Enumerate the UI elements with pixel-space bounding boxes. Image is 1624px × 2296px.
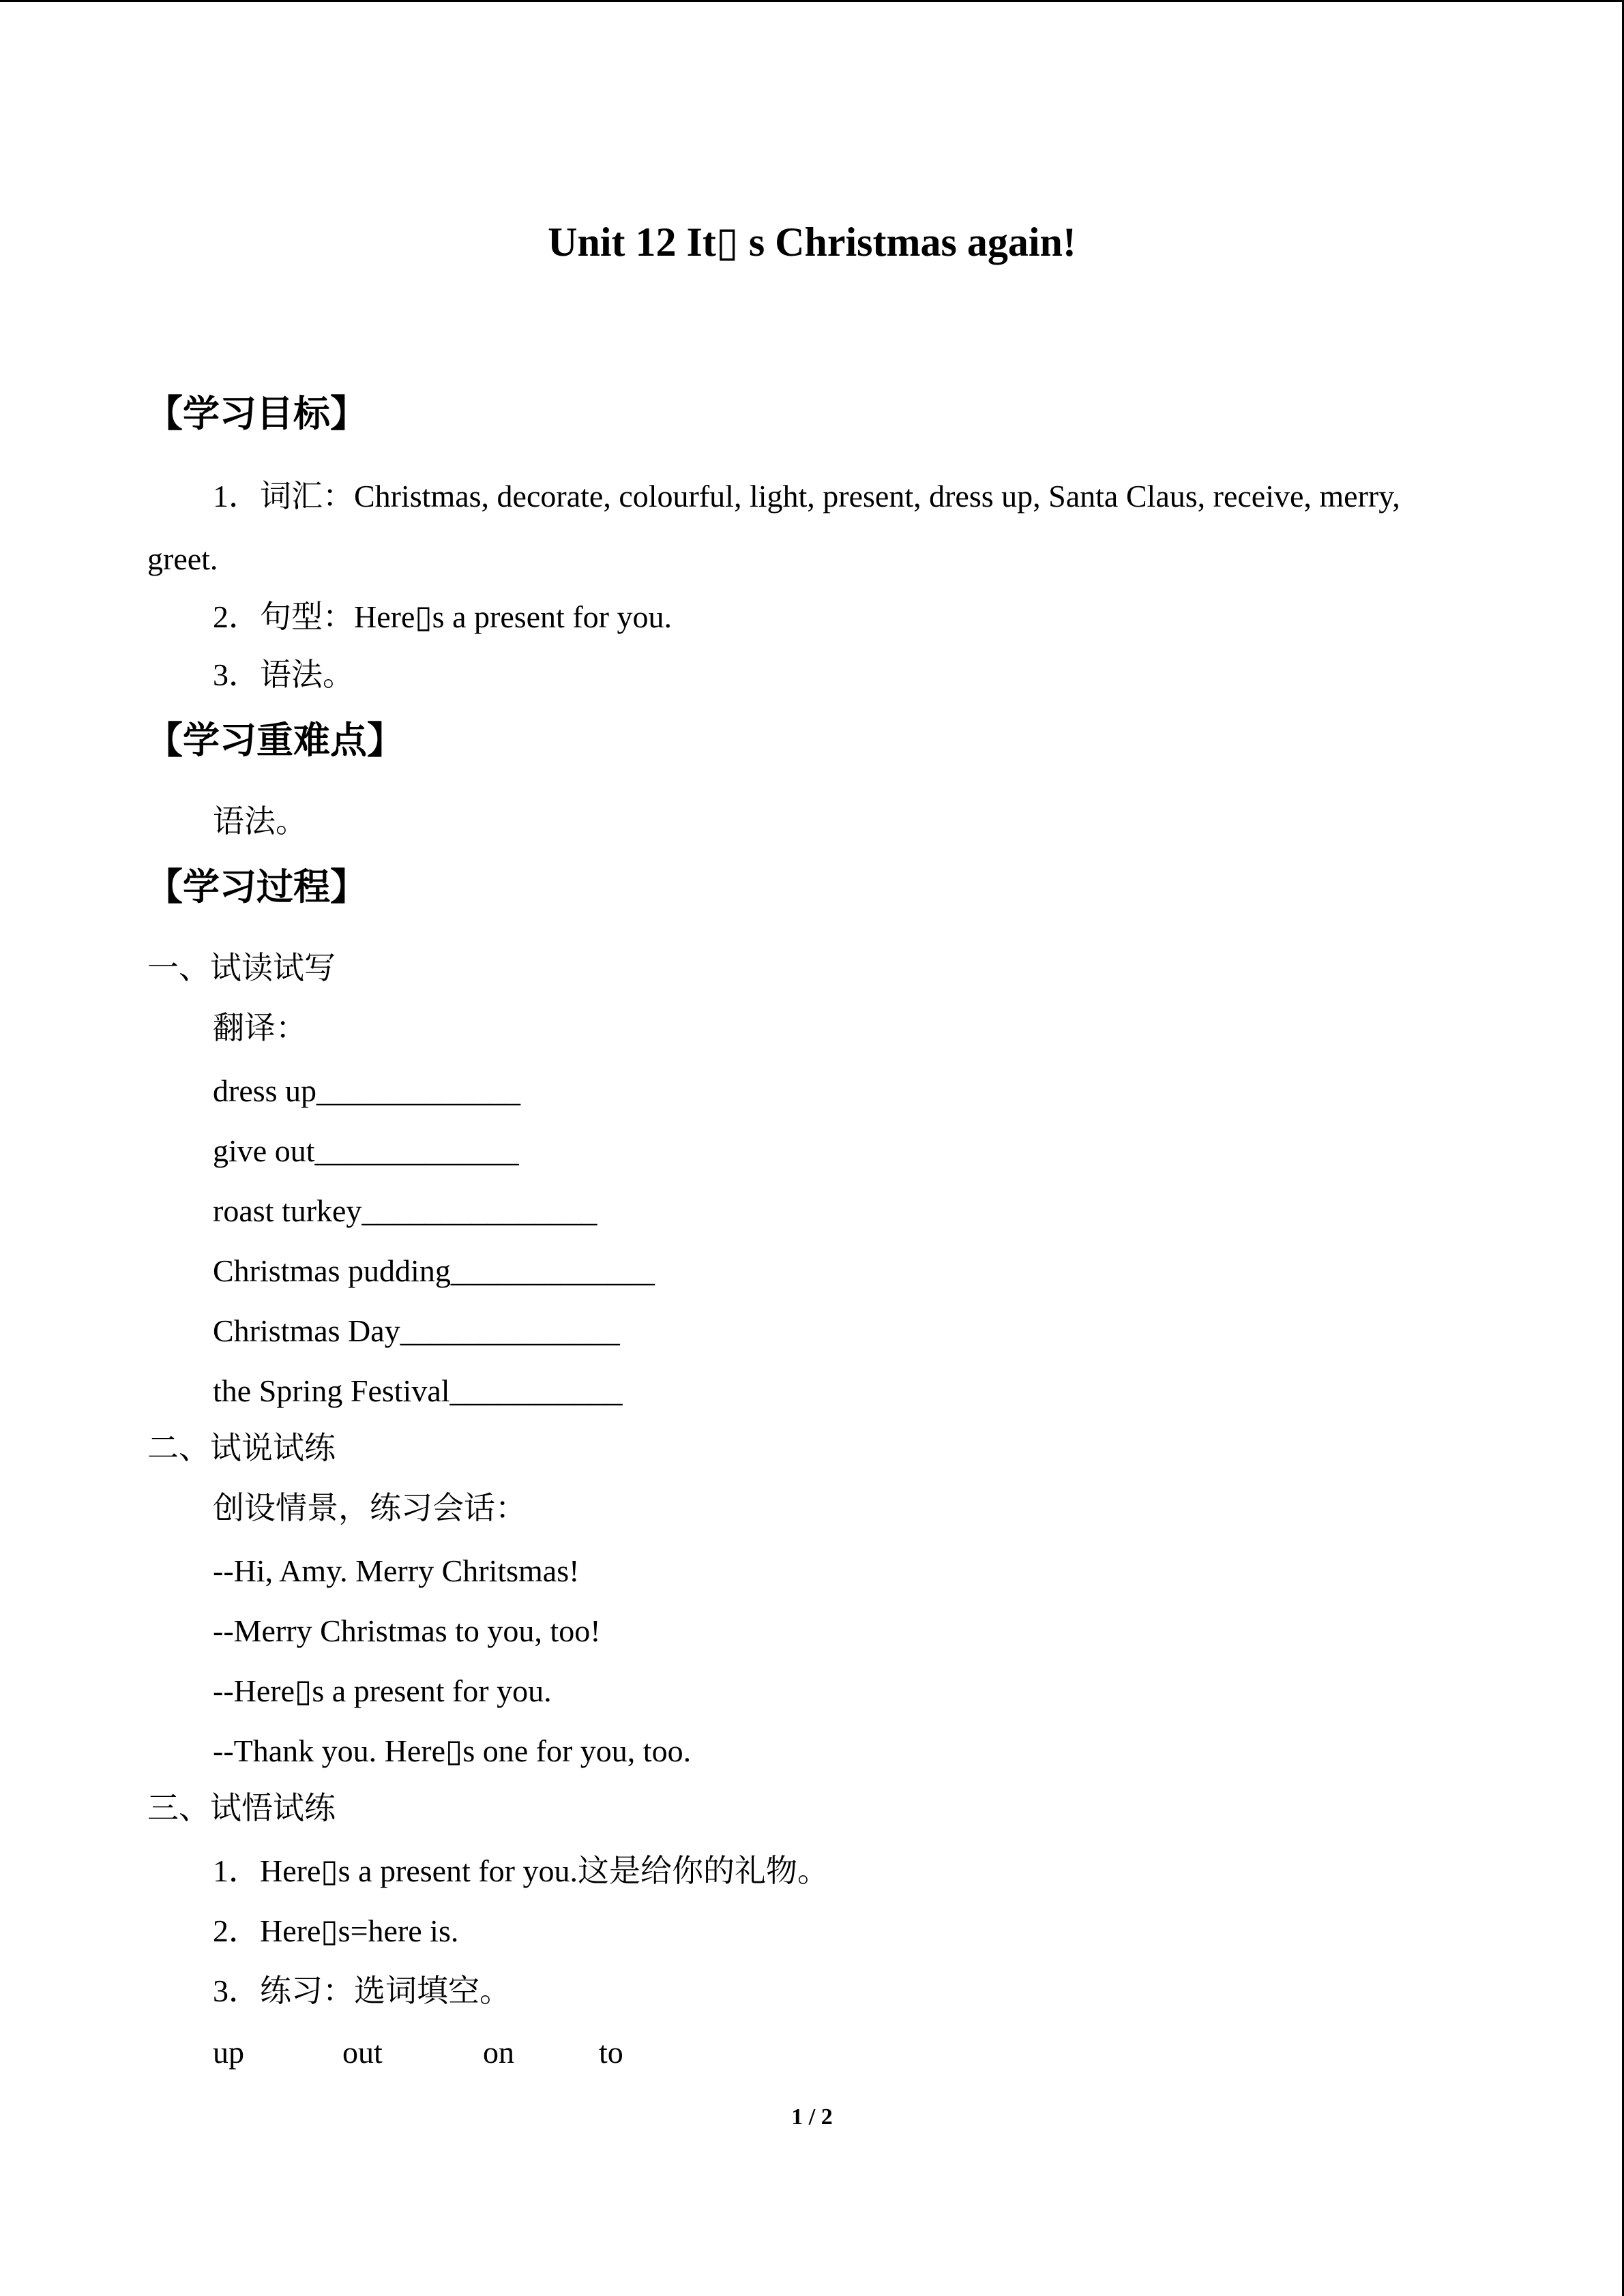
part-1-title: 一、试读试写 xyxy=(147,951,336,985)
part-1-instruction: 翻译： xyxy=(213,1011,307,1045)
translation-item-dress-up: dress up_____________ xyxy=(213,1073,521,1108)
part-3-title: 三、试悟试练 xyxy=(147,1791,336,1825)
dialogue-line-4: --Thank you. Here▯s one for you, too. xyxy=(213,1733,692,1768)
part-3-item-1: 1．Here▯s a present for you.这是给你的礼物。 xyxy=(213,1853,829,1888)
document-title: Unit 12 It▯ s Christmas again! xyxy=(548,220,1076,265)
goal-item-1-line-1: 1．词汇：Christmas, decorate, colourful, light, present, dress up, Santa Claus, receive, merry, xyxy=(213,479,1400,513)
translation-item-christmas-pudding: Christmas pudding_____________ xyxy=(213,1253,655,1288)
section-heading-keypoints: 【学习重难点】 xyxy=(146,720,404,761)
section-heading-process: 【学习过程】 xyxy=(146,867,367,908)
part-3-item-2: 2．Here▯s=here is. xyxy=(213,1913,459,1948)
section-heading-goals: 【学习目标】 xyxy=(146,393,367,434)
goal-item-1-line-2: greet. xyxy=(147,541,218,576)
word-option-out: out xyxy=(342,2035,383,2070)
goal-item-3: 3．语法。 xyxy=(213,657,354,692)
part-2-title: 二、试说试练 xyxy=(147,1431,336,1465)
word-option-on: on xyxy=(483,2035,514,2070)
goal-item-2: 2．句型：Here▯s a present for you. xyxy=(213,599,672,634)
part-3-item-3: 3．练习：选词填空。 xyxy=(213,1973,511,2008)
word-option-to: to xyxy=(599,2035,623,2070)
translation-item-roast-turkey: roast turkey_______________ xyxy=(213,1193,597,1228)
translation-item-spring-festival: the Spring Festival___________ xyxy=(213,1373,623,1408)
translation-item-christmas-day: Christmas Day______________ xyxy=(213,1313,620,1348)
page-number: 1 / 2 xyxy=(791,2104,833,2130)
translation-item-give-out: give out_____________ xyxy=(213,1133,519,1168)
word-option-up: up xyxy=(213,2035,244,2070)
dialogue-line-2: --Merry Christmas to you, too! xyxy=(213,1613,601,1648)
dialogue-line-1: --Hi, Amy. Merry Chritsmas! xyxy=(213,1553,580,1588)
part-2-instruction: 创设情景，练习会话： xyxy=(213,1491,527,1525)
dialogue-line-3: --Here▯s a present for you. xyxy=(213,1673,552,1708)
keypoints-text: 语法。 xyxy=(213,804,307,839)
